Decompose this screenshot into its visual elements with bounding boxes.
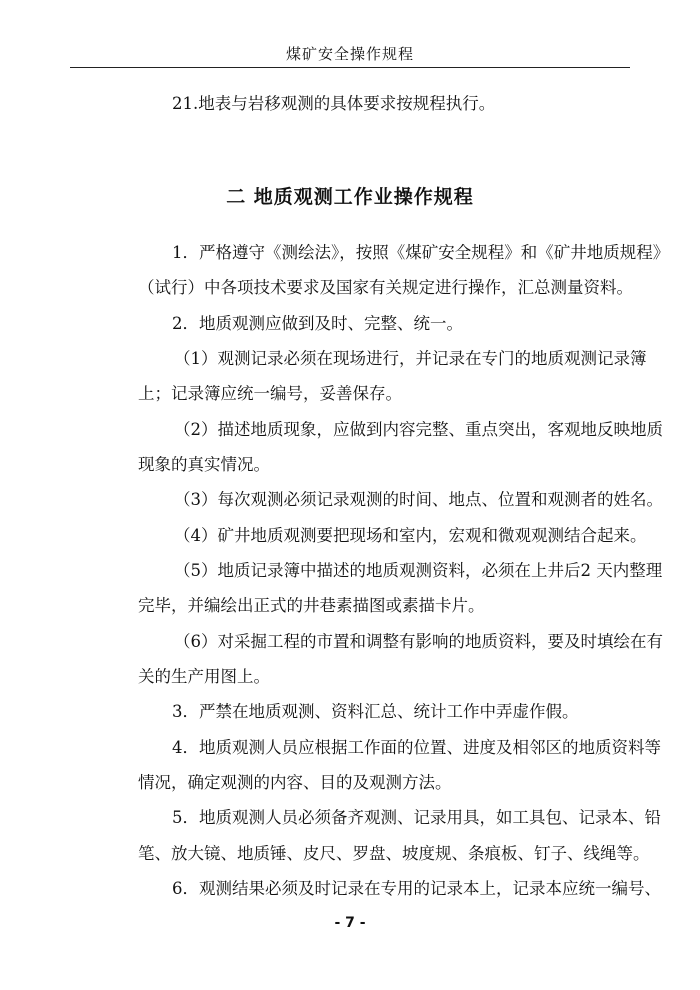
paragraph-line: （2）描述地质现象，应做到内容完整、重点突出，客观地反映地质 <box>174 420 663 439</box>
paragraph-line: 5．地质观测人员必须备齐观测、记录用具，如工具包、记录本、铅 <box>172 808 661 827</box>
paragraph-line: 上；记录簿应统一编号，妥善保存。 <box>138 384 402 403</box>
paragraph-line: 关的生产用图上。 <box>138 667 270 686</box>
header-title: 煤矿安全操作规程 <box>285 45 414 63</box>
paragraph-line: 1．严格遵守《测绘法》，按照《煤矿安全规程》和《矿井地质规程》 <box>172 243 670 262</box>
header-divider <box>70 67 630 68</box>
page-number: - 7 - <box>334 915 366 931</box>
paragraph-line: 4．地质观测人员应根据工作面的位置、进度及相邻区的地质资料等 <box>172 738 661 757</box>
paragraph-line: 6．观测结果必须及时记录在专用的记录本上，记录本应统一编号、 <box>172 879 661 898</box>
paragraph-line: 情况，确定观测的内容、目的及观测方法。 <box>138 773 452 792</box>
paragraph-line: （4）矿井地质观测要把现场和室内，宏观和微观观测结合起来。 <box>174 526 647 545</box>
paragraph-line: 2．地质观测应做到及时、完整、统一。 <box>172 314 463 333</box>
paragraph-line: 3．严禁在地质观测、资料汇总、统计工作中弄虚作假。 <box>172 702 579 721</box>
paragraph-line: （试行）中各项技术要求及国家有关规定进行操作，汇总测量资料。 <box>138 278 633 297</box>
paragraph-line: 完毕，并编绘出正式的井巷素描图或素描卡片。 <box>138 596 485 615</box>
intro-paragraph: 21.地表与岩移观测的具体要求按规程执行。 <box>172 94 496 113</box>
paragraph-line: （3）每次观测必须记录观测的时间、地点、位置和观测者的姓名。 <box>174 490 663 509</box>
paragraph-line: （1）观测记录必须在现场进行，并记录在专门的地质观测记录簿 <box>174 349 647 368</box>
section-heading: 二 地质观测工作业操作规程 <box>226 186 474 208</box>
paragraph-line: （6）对采掘工程的市置和调整有影响的地质资料，要及时填绘在有 <box>174 632 663 651</box>
paragraph-line: （5）地质记录簿中描述的地质观测资料，必须在上井后2 天内整理 <box>174 561 663 580</box>
paragraph-line: 现象的真实情况。 <box>138 455 270 474</box>
paragraph-line: 笔、放大镜、地质锤、皮尺、罗盘、坡度规、条痕板、钉子、线绳等。 <box>138 844 650 863</box>
